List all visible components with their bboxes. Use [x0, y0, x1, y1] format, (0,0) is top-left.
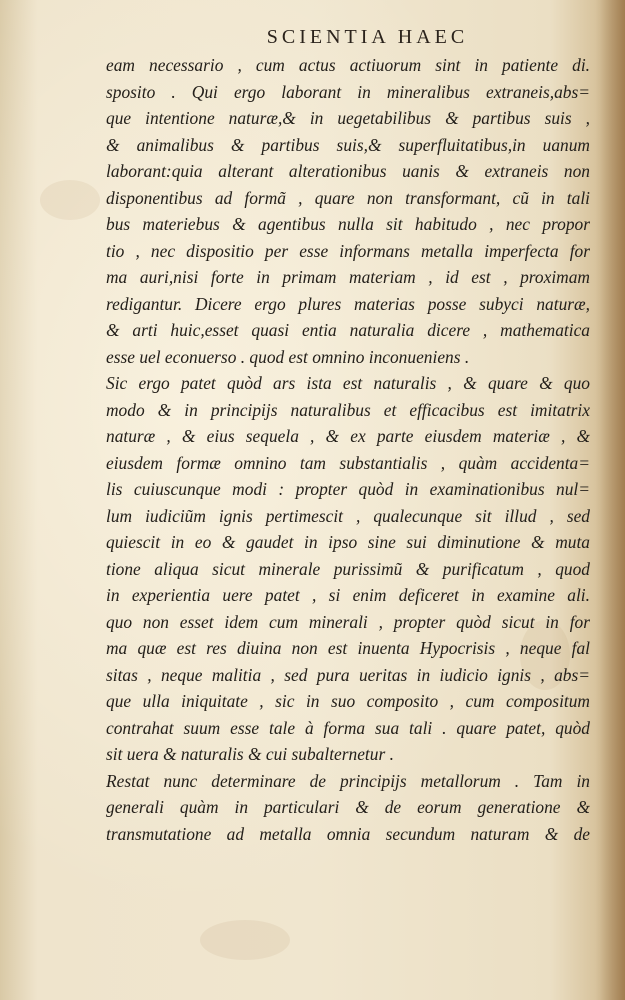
text-line: laborant:quia alterant alterationibus uanis & extraneis non — [106, 161, 590, 181]
text-line: & animalibus & partibus suis,& superfluitatibus,in uanum — [106, 134, 590, 155]
text-line: ma quæ est res diuina non est inuenta Hypocrisis , neque fal — [106, 638, 590, 658]
text-line: ma auri,nisi forte in primam materiam , id est , proximam — [106, 267, 590, 287]
text-line: quo non esset idem cum minerali , propter quòd sicut in for — [106, 611, 590, 632]
text-line: sposito . Qui ergo laborant in mineralibus extraneis,abs= — [106, 81, 590, 102]
text-line: & arti huic,esset quasi entia naturalia dicere , mathematica — [106, 320, 590, 340]
paper-stain — [40, 180, 100, 220]
text-line: eam necessario , cum actus actiuorum sint in patiente di. — [106, 55, 590, 75]
text-line: Sic ergo patet quòd ars ista est naturalis , & quare & quo — [106, 373, 590, 393]
text-line: generali quàm in particulari & de eorum generatione & — [106, 797, 590, 817]
text-line: lis cuiuscunque modi : propter quòd in examinationibus nul= — [106, 479, 590, 499]
text-block — [106, 52, 590, 847]
text-line: modo & in principijs naturalibus et efficacibus est imitatrix — [106, 399, 590, 420]
text-line: disponentibus ad formã , quare non transformant, cũ in tali — [106, 187, 590, 208]
text-line: sitas , neque malitia , sed pura ueritas in iudicio ignis , abs= — [106, 664, 590, 685]
text-line: bus materiebus & agentibus nulla sit habitudo , nec propor — [106, 214, 590, 234]
text-line: que ulla iniquitate , sic in suo composito , cum compositum — [106, 691, 590, 711]
text-line: quiescit in eo & gaudet in ipso sine sui diminutione & muta — [106, 532, 590, 552]
text-line: tio , nec dispositio per esse informans metalla imperfecta for — [106, 240, 590, 261]
running-head: SCIENTIA HAEC — [266, 26, 469, 48]
text-line: tione aliqua sicut minerale purissimũ & purificatum , quod — [106, 558, 590, 579]
text-line: contrahat suum esse tale à forma sua tali . quare patet, quòd — [106, 717, 590, 738]
text-line: in experientia uere patet , si enim deficeret in examine ali. — [106, 585, 590, 605]
text-line: transmutatione ad metalla omnia secundum naturam & de — [106, 823, 590, 844]
text-line: que intentione naturæ,& in uegetabilibus & partibus suis , — [106, 108, 590, 128]
paper-stain — [200, 920, 290, 960]
text-line: esse uel econuerso . quod est omnino inconueniens . — [106, 346, 470, 367]
text-line: Restat nunc determinare de principijs metallorum . Tam in — [106, 770, 590, 791]
text-line: naturæ , & eius sequela , & ex parte eiusdem materiæ , & — [106, 426, 590, 446]
page-edge-shadow — [595, 0, 625, 1000]
text-line: eiusdem formæ omnino tam substantialis , quàm accidenta= — [106, 452, 590, 473]
text-line: sit uera & naturalis & cui subalternetur . — [106, 744, 394, 764]
text-line: redigantur. Dicere ergo plures materias posse subyci naturæ, — [106, 293, 590, 314]
text-line: lum iudiciũm ignis pertimescit , qualecunque sit illud , sed — [106, 505, 590, 526]
